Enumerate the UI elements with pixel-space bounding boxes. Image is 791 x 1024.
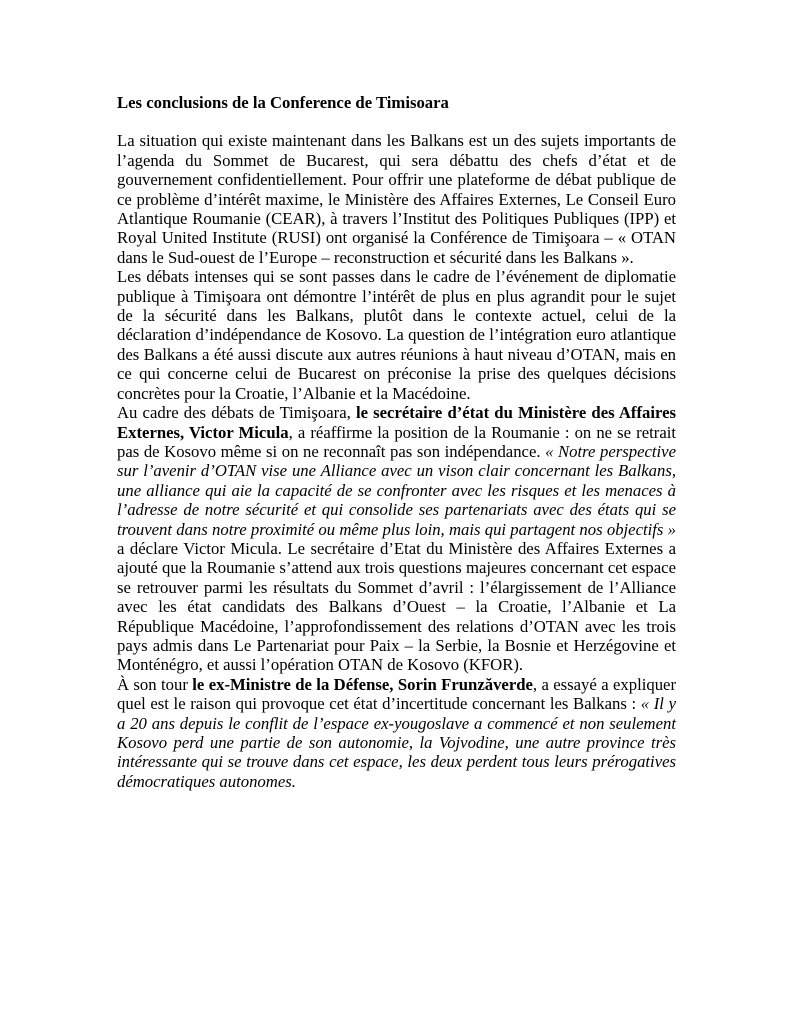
paragraph-4-quote: « Il y a 20 ans depuis le conflit de l’espace ex-yougoslave a commencé et non seulement Kosovo perd une partie de son autonomie, la Vojvodine, une autre province très intéressante qui se trouve dans cet espace, les deux perdent tous leurs prérogatives démocratiques autonomes. [117, 694, 676, 791]
paragraph-4 [117, 675, 676, 791]
paragraph-4-bold: le ex-Ministre de la Défense, Sorin Frunzăverde [192, 674, 533, 694]
paragraph-3-intro: Au cadre des débats de Timişoara, [117, 403, 356, 423]
paragraph-1: La situation qui existe maintenant dans les Balkans est un des sujets importants de l’agenda du Sommet de Bucarest, qui sera débattu des chefs d’état et de gouvernement confidentiellement. Pour offrir une plateforme de débat publique de ce problème d’intérêt maxime, le Ministère des Affaires Externes, Le Conseil Euro Atlantique Roumanie (CEAR), à travers l’Institut des Politiques Publiques (IPP) et Royal United Institute (RUSI) ont organisé la Conférence de Timişoara – « OTAN dans le Sud-ouest de l’Europe – reconstruction et sécurité dans les Balkans ». [117, 131, 676, 267]
paragraph-3-quote: « Notre perspective sur l’avenir d’OTAN vise une Alliance avec un vison clair concernant les Balkans, une alliance qui aie la capacité de se confronter avec les risques et les menaces à l’adresse de notre sécurité et qui consolide ses partenariats avec des états qui se trouvent dans notre proximité ou même plus loin, mais qui partagent nos objectifs » [117, 441, 676, 539]
paragraph-3-bold: le secrétaire d’état du Ministère des Affaires Externes, Victor Micula [117, 403, 676, 442]
paragraph-3-middle: , a réaffirme la position de la Roumanie : on ne se retrait pas de Kosovo même si on ne reconnaît pas son indépendance. [117, 422, 676, 461]
paragraph-4-middle: , a essayé a expliquer quel est le raison qui provoque cet état d’incertitude concernant les Balkans : [117, 674, 676, 714]
document-title: Les conclusions de la Conference de Timisoara [117, 93, 449, 112]
document-page [117, 93, 676, 791]
paragraph-3 [117, 403, 676, 675]
paragraph-4-intro: À son tour [117, 674, 193, 694]
paragraph-3-end: a déclare Victor Micula. Le secrétaire d’Etat du Ministère des Affaires Externes a ajouté que la Roumanie s’attend aux trois questions majeures concernant cet espace se retrouver parmi les résultats du Sommet d’avril : l’élargissement de l’Alliance avec les état candidats des Balkans d’Ouest – la Croatie, l’Albanie et La République Macédoine, l’approfondissement des relations d’OTAN avec les trois pays admis dans Le Partenariat pour Paix – la Serbie, la Bosnie et Herzégovine et Monténégro, et aussi l’opération OTAN de Kosovo (KFOR). [117, 538, 676, 675]
paragraph-2: Les débats intenses qui se sont passes dans le cadre de l’événement de diplomatie publique à Timişoara ont démontre l’intérêt de plus en plus agrandit pour le sujet de la sécurité dans les Balkans, plutôt dans le contexte actuel, celui de la déclaration d’indépendance de Kosovo. La question de l’intégration euro atlantique des Balkans a été aussi discute aux autres réunions à haut niveau d’OTAN, mais en ce qui concerne celui de Bucarest on préconise la prise des quelques décisions concrètes pour la Croatie, l’Albanie et la Macédoine. [117, 267, 676, 403]
